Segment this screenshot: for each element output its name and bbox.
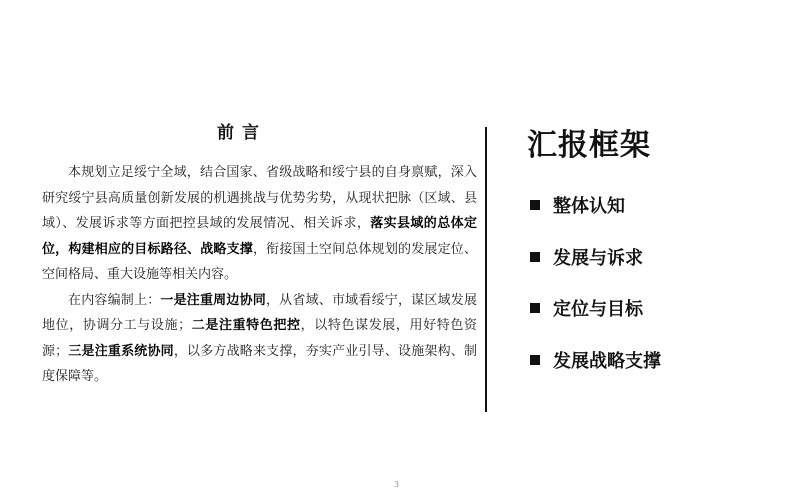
- framework-title: 汇报框架: [527, 128, 651, 163]
- page-number: 3: [393, 480, 400, 489]
- preface-p2-text: ，以特色谋发展，用好特色资源；: [42, 318, 477, 359]
- preface-paragraph-2: [42, 288, 477, 390]
- square-bullet-icon: [530, 252, 540, 262]
- preface-p2-emphasis: 一是注重周边协同: [160, 292, 266, 308]
- preface-p1-text: ，衔接国土空间总体规划的发展定位、空间格局、重大设施等相关内容。: [42, 241, 477, 282]
- preface-p2-emphasis: 三是注重系统协同: [68, 343, 174, 359]
- vertical-divider: [485, 127, 487, 412]
- square-bullet-icon: [530, 355, 540, 365]
- preface-p2-text: ，从省域、市域看绥宁，谋区域发展地位，协调分工与设施；: [42, 292, 477, 333]
- framework-item-label: 发展战略支撑: [553, 350, 661, 372]
- preface-p1-text: 本规划立足绥宁全域，结合国家、省级战略和绥宁县的自身禀赋，深入研究绥宁县高质量创新发展的机遇挑战与优势劣势，从现状把脉（区域、县域）、发展诉求等方面把控县域的发展情况、相关诉求，: [42, 165, 477, 231]
- framework-item-overall-cognition[interactable]: [530, 192, 661, 218]
- preface-p1-emphasis: 落实县域的总体定位，构建相应的目标路径、战略支撑: [42, 216, 477, 257]
- framework-item-positioning-goals[interactable]: [530, 295, 661, 321]
- square-bullet-icon: [530, 200, 540, 210]
- preface-p2-text: ，以多方战略来支撑，夯实产业引导、设施架构、制度保障等。: [42, 343, 477, 384]
- preface-paragraph-1: [42, 160, 477, 288]
- preface-p2-text: 在内容编制上：: [68, 292, 161, 308]
- framework-item-development-demands[interactable]: [530, 244, 661, 270]
- square-bullet-icon: [530, 303, 540, 313]
- preface-title: 前言: [217, 123, 267, 143]
- preface-body: [42, 160, 477, 390]
- framework-item-label: 发展与诉求: [553, 247, 643, 269]
- framework-item-strategy-support[interactable]: [530, 347, 661, 373]
- framework-item-label: 定位与目标: [553, 299, 643, 320]
- framework-item-label: 整体认知: [553, 196, 625, 217]
- preface-p2-emphasis: 二是注重特色把控: [191, 318, 301, 333]
- framework-list: [530, 192, 661, 398]
